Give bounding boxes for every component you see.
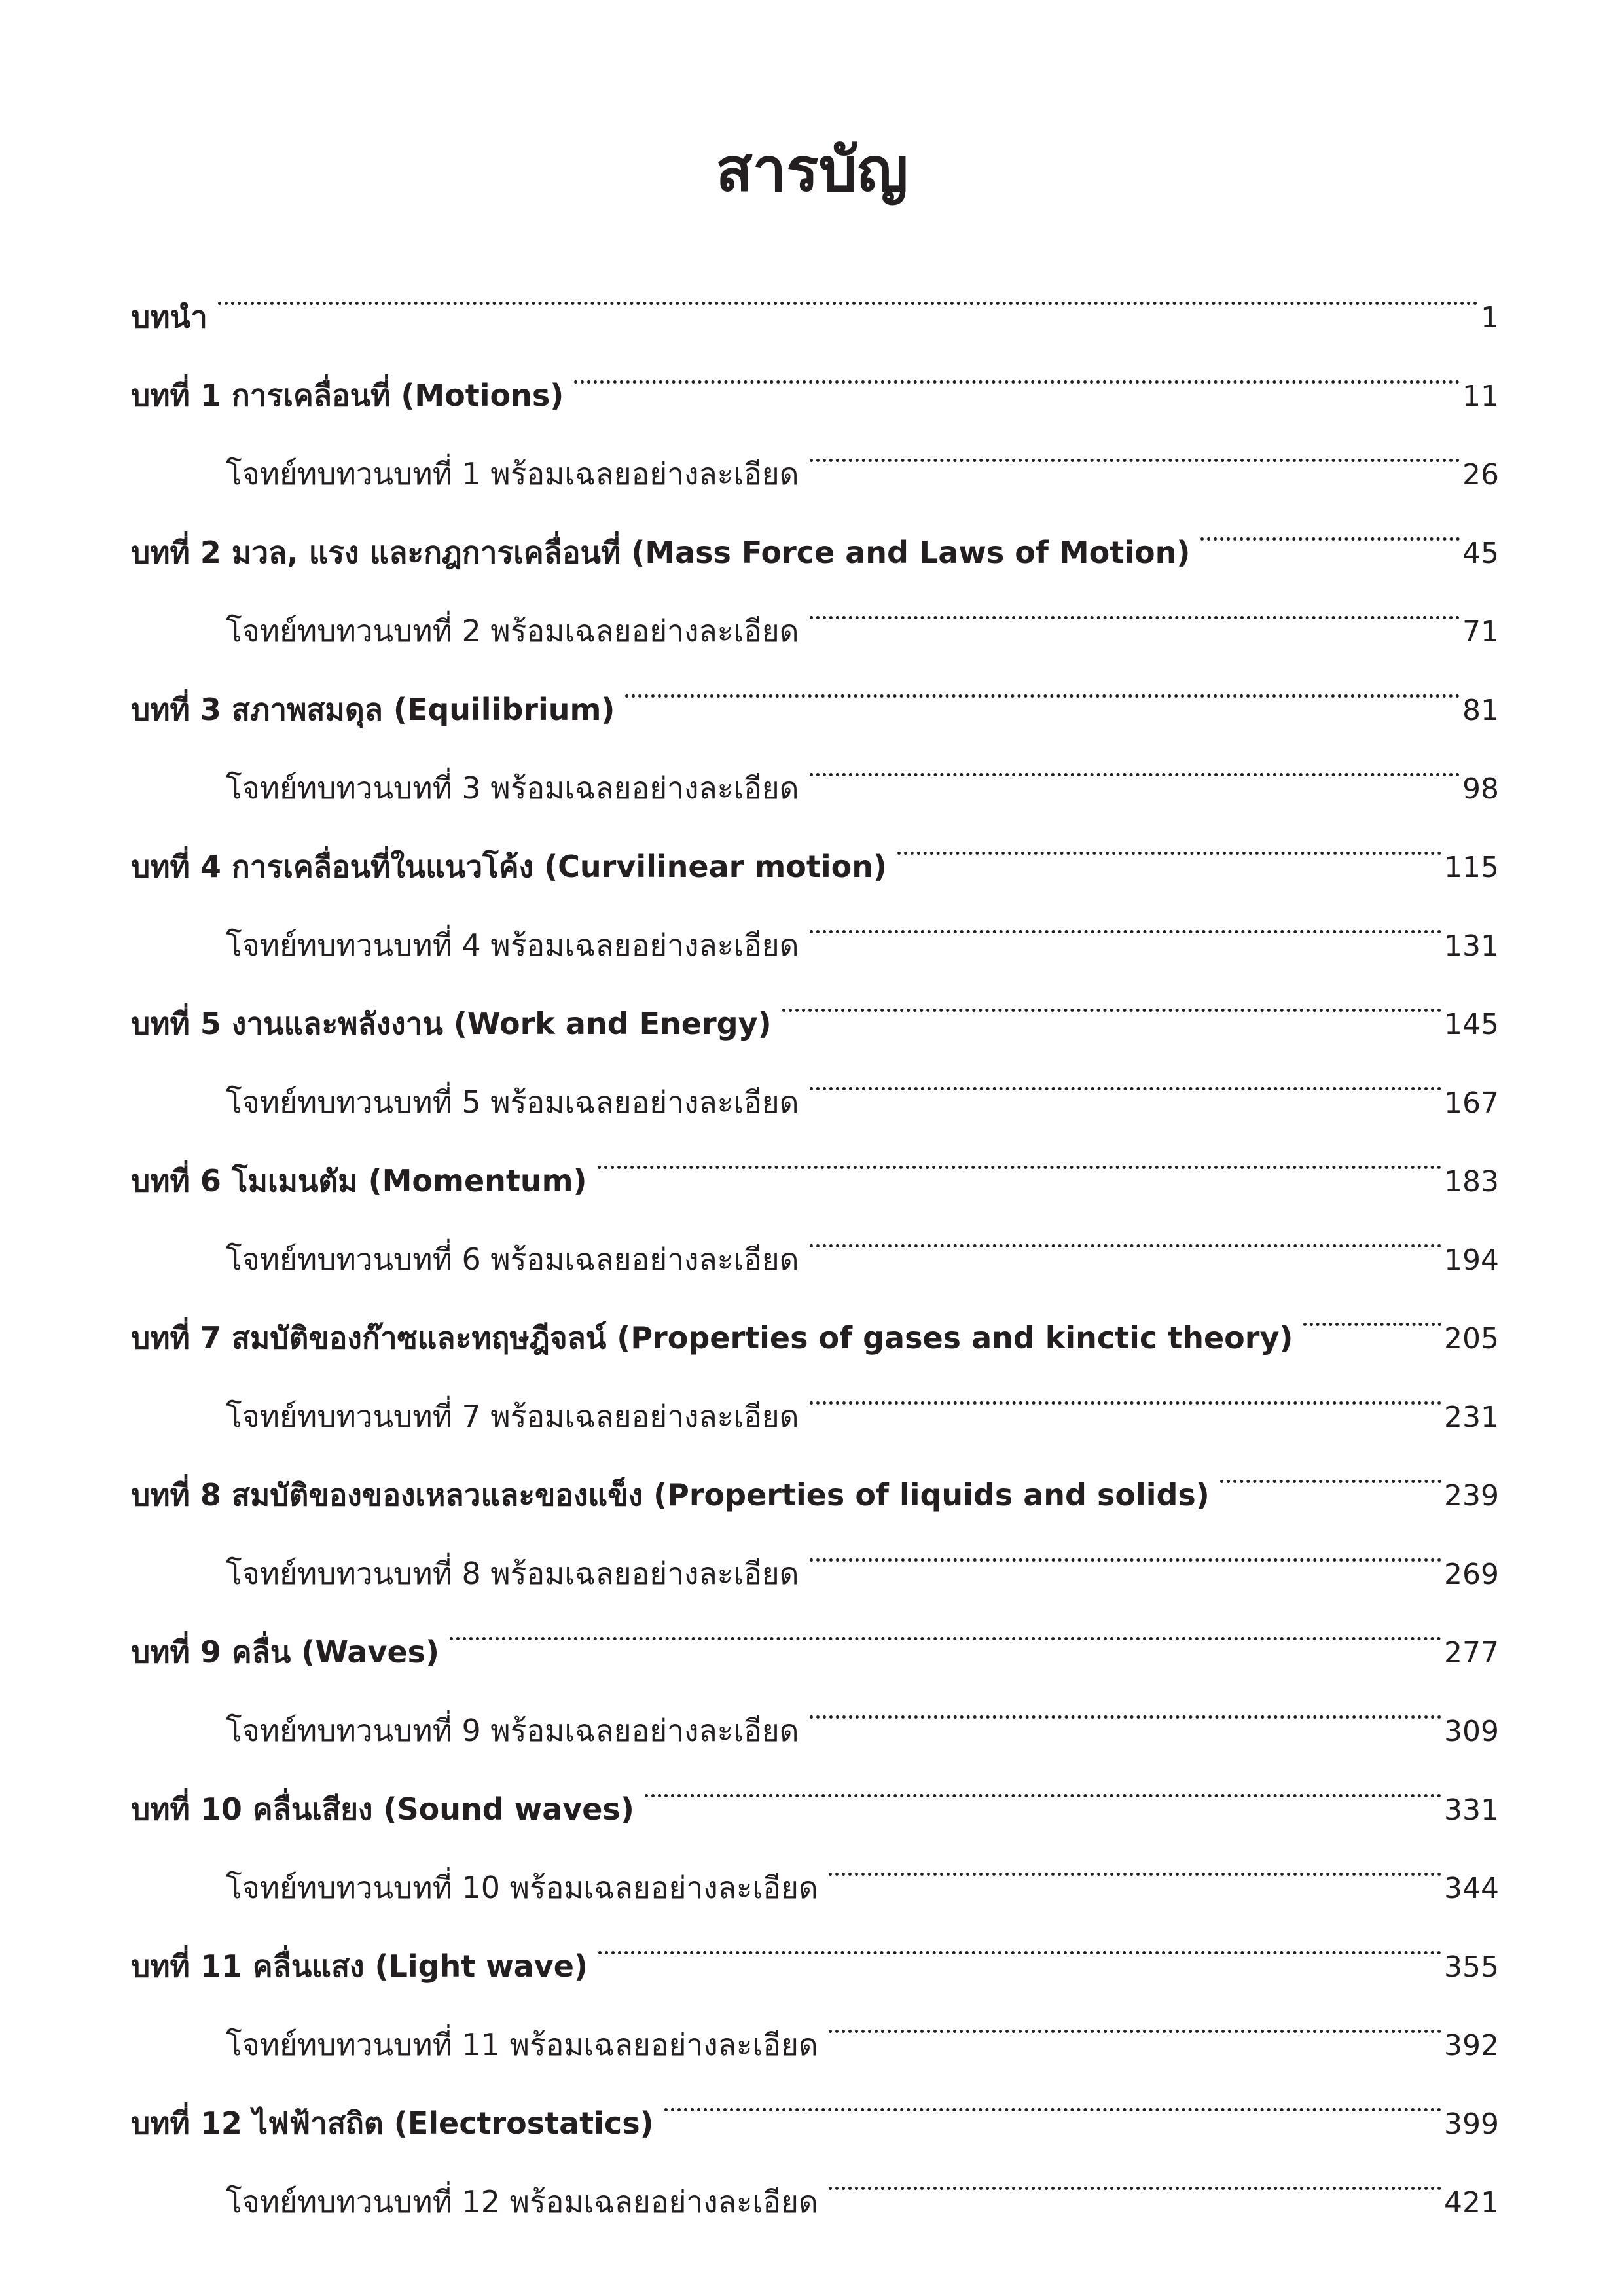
dot-leader	[829, 2134, 1441, 2212]
toc-entry-label: โจทย์ทบทวนบทที่ 12 พร้อมเฉลยอย่างละเอียด	[226, 2184, 818, 2219]
toc-entry-label: โจทย์ทบทวนบทที่ 2 พร้อมเฉลยอย่างละเอียด	[226, 613, 799, 649]
toc-entry-page: 81	[1462, 694, 1499, 727]
dot-leader	[1220, 1427, 1441, 1505]
toc-entry-label: บทที่ 6 โมเมนตัม (Momentum)	[131, 1163, 587, 1198]
toc-entry-label: บทที่ 1 การเคลื่อนที่ (Motions)	[131, 378, 564, 413]
toc-entry-chapter-8[interactable]	[131, 1427, 1499, 1513]
toc-entry-label: บทที่ 5 งานและพลังงาน (Work and Energy)	[131, 1006, 772, 1041]
dot-leader	[1200, 484, 1460, 563]
toc-entry-chapter-1[interactable]	[131, 327, 1499, 413]
toc-entry-page: 231	[1444, 1401, 1499, 1434]
toc-entry-chapter-2[interactable]	[131, 484, 1499, 570]
toc-entry-label: บทที่ 8 สมบัติของของเหลวและของแข็ง (Properties of liquids and solids)	[131, 1477, 1210, 1513]
toc-entry-chapter-9-exercises[interactable]	[131, 1662, 1499, 1748]
toc-entry-page: 277	[1444, 1636, 1499, 1670]
toc-entry-label: บทที่ 11 คลื่นแสง (Light wave)	[131, 1948, 588, 1984]
toc-entry-page: 269	[1444, 1558, 1499, 1591]
toc-entry-label: บทที่ 10 คลื่นเสียง (Sound waves)	[131, 1791, 634, 1827]
toc-entry-chapter-3[interactable]	[131, 641, 1499, 727]
toc-entry-chapter-1-exercises[interactable]	[131, 406, 1499, 492]
toc-entry-page: 131	[1444, 929, 1499, 963]
dot-leader	[810, 563, 1460, 641]
toc-entry-label: บทที่ 2 มวล, แรง และกฎการเคลื่อนที่ (Mass Force and Laws of Motion)	[131, 535, 1191, 570]
toc-entry-chapter-6[interactable]	[131, 1113, 1499, 1198]
dot-leader	[897, 798, 1441, 877]
toc-entry-label: โจทย์ทบทวนบทที่ 1 พร้อมเฉลยอย่างละเอียด	[226, 456, 799, 492]
dot-leader	[810, 1505, 1441, 1584]
toc-entry-page: 167	[1444, 1086, 1499, 1120]
toc-entry-label: บทนำ	[131, 299, 208, 334]
dot-leader	[810, 1034, 1441, 1113]
toc-entry-chapter-12-exercises[interactable]	[131, 2134, 1499, 2219]
toc-entry-label: โจทย์ทบทวนบทที่ 3 พร้อมเฉลยอย่างละเอียด	[226, 770, 799, 806]
toc-entry-label: โจทย์ทบทวนบทที่ 9 พร้อมเฉลยอย่างละเอียด	[226, 1713, 799, 1748]
toc-entry-chapter-6-exercises[interactable]	[131, 1191, 1499, 1277]
page-title: สารบัญ	[715, 135, 909, 205]
toc-entry-chapter-8-exercises[interactable]	[131, 1505, 1499, 1591]
dot-leader	[598, 1898, 1441, 1977]
toc-entry-page: 392	[1444, 2029, 1499, 2062]
dot-leader	[1303, 1270, 1441, 1348]
toc-entry-page: 194	[1444, 1244, 1499, 1277]
toc-entry-page: 331	[1444, 1793, 1499, 1827]
dot-leader	[574, 327, 1460, 406]
toc-entry-label: บทที่ 4 การเคลื่อนที่ในแนวโค้ง (Curvilinear motion)	[131, 849, 887, 884]
toc-entry-chapter-5-exercises[interactable]	[131, 1034, 1499, 1120]
toc-entry-page: 239	[1444, 1479, 1499, 1513]
toc-entry-chapter-10-exercises[interactable]	[131, 1820, 1499, 1905]
dot-leader	[664, 2055, 1441, 2134]
toc-entry-page: 98	[1462, 772, 1499, 806]
dot-leader	[782, 956, 1441, 1034]
toc-entry-chapter-2-exercises[interactable]	[131, 563, 1499, 649]
toc-entry-page: 1	[1481, 301, 1499, 334]
toc-entry-label: โจทย์ทบทวนบทที่ 5 พร้อมเฉลยอย่างละเอียด	[226, 1085, 799, 1120]
toc-entry-page: 26	[1462, 458, 1499, 492]
toc-entry-page: 205	[1444, 1322, 1499, 1355]
dot-leader	[829, 1820, 1441, 1898]
toc-entry-label: บทที่ 9 คลื่น (Waves)	[131, 1634, 440, 1670]
toc-entry-chapter-12[interactable]	[131, 2055, 1499, 2141]
toc-entry-label: โจทย์ทบทวนบทที่ 6 พร้อมเฉลยอย่างละเอียด	[226, 1242, 799, 1277]
dot-leader	[810, 1348, 1441, 1427]
toc-entry-label: โจทย์ทบทวนบทที่ 8 พร้อมเฉลยอย่างละเอียด	[226, 1556, 799, 1591]
toc-entry-label: โจทย์ทบทวนบทที่ 4 พร้อมเฉลยอย่างละเอียด	[226, 927, 799, 963]
toc-entry-chapter-4-exercises[interactable]	[131, 877, 1499, 963]
toc-entry-chapter-3-exercises[interactable]	[131, 720, 1499, 806]
dot-leader	[810, 720, 1460, 798]
toc-entry-page: 115	[1444, 851, 1499, 884]
toc-entry-label: โจทย์ทบทวนบทที่ 10 พร้อมเฉลยอย่างละเอียด	[226, 1870, 818, 1905]
toc-entry-label: บทที่ 3 สภาพสมดุล (Equilibrium)	[131, 692, 615, 727]
dot-leader	[218, 249, 1478, 327]
table-of-contents	[131, 249, 1499, 2219]
dot-leader	[625, 641, 1460, 720]
toc-entry-chapter-9[interactable]	[131, 1584, 1499, 1670]
toc-entry-label: บทที่ 12 ไฟฟ้าสถิต (Electrostatics)	[131, 2106, 654, 2141]
toc-entry-page: 344	[1444, 1872, 1499, 1905]
toc-entry-chapter-7[interactable]	[131, 1270, 1499, 1355]
toc-entry-page: 145	[1444, 1008, 1499, 1041]
toc-entry-chapter-11[interactable]	[131, 1898, 1499, 1984]
dot-leader	[645, 1741, 1441, 1820]
dot-leader	[810, 1191, 1441, 1270]
toc-entry-page: 421	[1444, 2186, 1499, 2219]
toc-entry-page: 183	[1444, 1165, 1499, 1198]
toc-entry-introduction[interactable]	[131, 249, 1499, 334]
toc-entry-page: 309	[1444, 1715, 1499, 1748]
toc-entry-label: โจทย์ทบทวนบทที่ 7 พร้อมเฉลยอย่างละเอียด	[226, 1399, 799, 1434]
dot-leader	[810, 1662, 1441, 1741]
toc-entry-page: 399	[1444, 2108, 1499, 2141]
dot-leader	[810, 877, 1441, 956]
dot-leader	[450, 1584, 1441, 1662]
toc-entry-chapter-4[interactable]	[131, 798, 1499, 884]
toc-entry-chapter-11-exercises[interactable]	[131, 1977, 1499, 2062]
dot-leader	[598, 1113, 1441, 1191]
toc-entry-page: 71	[1462, 615, 1499, 649]
toc-entry-label: โจทย์ทบทวนบทที่ 11 พร้อมเฉลยอย่างละเอียด	[226, 2027, 818, 2062]
toc-entry-page: 45	[1462, 537, 1499, 570]
toc-entry-chapter-5[interactable]	[131, 956, 1499, 1041]
toc-entry-page: 355	[1444, 1950, 1499, 1984]
toc-entry-page: 11	[1462, 380, 1499, 413]
toc-entry-chapter-10[interactable]	[131, 1741, 1499, 1827]
dot-leader	[829, 1977, 1441, 2055]
toc-entry-chapter-7-exercises[interactable]	[131, 1348, 1499, 1434]
toc-entry-label: บทที่ 7 สมบัติของก๊าซและทฤษฎีจลน์ (Properties of gases and kinctic theory)	[131, 1320, 1293, 1355]
dot-leader	[810, 406, 1460, 484]
